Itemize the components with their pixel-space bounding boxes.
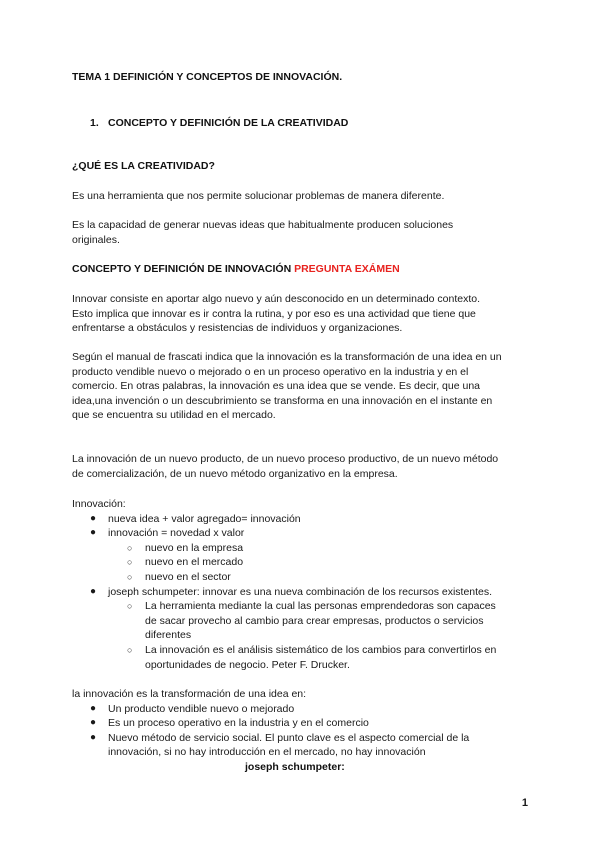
innovacion-list-label: Innovación: (72, 498, 126, 510)
innovacion-p2-line-5: que se encuentra su utilidad en el mercado. (72, 409, 276, 422)
innovacion-p3-line-2: de comercialización, de un nuevo método organizativo en la empresa. (72, 467, 398, 480)
innovacion-p1-line-1: Innovar consiste en aportar algo nuevo y aún desconocido en un determinado contexto. (72, 293, 481, 305)
circle-bullet-icon: ○ (127, 572, 133, 582)
closing-heading: joseph schumpeter: (245, 761, 345, 773)
innovacion-p2-line-2: producto vendible nuevo o mejorado o en un proceso operativo en la industria y en el (72, 365, 469, 378)
bullet-icon: ● (90, 731, 97, 743)
list-item: Es un proceso operativo en la industria y en el comercio (108, 717, 369, 730)
innovacion-p1-line-3: enfrentarse a obstáculos y resistencias de individuos y organizaciones. (72, 322, 403, 335)
innovacion-p2-line-4: idea,una invención o un descubrimiento se transforma en una innovación en el instante en (72, 394, 493, 407)
bullet-icon: ● (90, 585, 97, 597)
sub-list-item-line: diferentes (145, 629, 192, 642)
circle-bullet-icon: ○ (127, 542, 133, 553)
document-title: TEMA 1 DEFINICIÓN Y CONCEPTOS DE INNOVACIÓN. (72, 71, 343, 83)
creatividad-paragraph-2-line-2: originales. (72, 233, 120, 246)
bullet-icon: ● (90, 512, 97, 524)
sub-list-item: nuevo en el sector (145, 571, 231, 583)
sub-list-item-line: de sacar provecho al cambio para crear empresas, productos o servicios (145, 614, 484, 627)
list-item: Un producto vendible nuevo o mejorado (108, 702, 295, 715)
innovacion-heading: CONCEPTO Y DEFINICIÓN DE INNOVACIÓN (72, 263, 292, 275)
bullet-icon: ● (90, 527, 97, 539)
sub-list-item-line: La herramienta mediante la cual las personas emprendedoras son capaces (145, 600, 496, 613)
creatividad-question: ¿QUÉ ES LA CREATIVIDAD? (72, 160, 215, 172)
list-item: innovación = novedad x valor (108, 527, 245, 540)
exam-question-tag: PREGUNTA EXÁMEN (294, 263, 400, 275)
innovacion-heading-row (72, 262, 400, 277)
list-item-line: Nuevo método de servicio social. El punto clave es el aspecto comercial de la (108, 731, 470, 744)
innovacion-p1-line-2: Esto implica que innovar es ir contra la rutina, y por eso es una actividad que tiene que (72, 307, 476, 320)
transformacion-intro: la innovación es la transformación de una idea en: (72, 688, 307, 700)
list-item: nueva idea + valor agregado= innovación (108, 512, 301, 525)
section-number: 1. (90, 117, 99, 129)
innovacion-p3-line-1: La innovación de un nuevo producto, de un nuevo proceso productivo, de un nuevo método (72, 453, 499, 465)
circle-bullet-icon: ○ (127, 645, 133, 655)
creatividad-paragraph-1: Es una herramienta que nos permite solucionar problemas de manera diferente. (72, 190, 445, 202)
sub-list-item: nuevo en la empresa (145, 541, 244, 554)
sub-list-item: nuevo en el mercado (145, 556, 244, 569)
creatividad-paragraph-2-line-1: Es la capacidad de generar nuevas ideas que habitualmente producen soluciones (72, 219, 454, 231)
section-heading: CONCEPTO Y DEFINICIÓN DE LA CREATIVIDAD (108, 117, 349, 129)
innovacion-p2-line-3: comercio. En otras palabras, la innovación es una idea que se vende. Es decir, que una (72, 380, 481, 393)
page-number: 1 (521, 797, 528, 809)
bullet-icon: ● (90, 702, 97, 714)
sub-list-item-line: La innovación es el análisis sistemático de los cambios para convertirlos en (145, 644, 497, 656)
circle-bullet-icon: ○ (127, 601, 133, 612)
innovacion-p2-line-1: Según el manual de frascati indica que la innovación es la transformación de una idea en un (72, 351, 502, 363)
list-item-line: innovación, si no hay introducción en el mercado, no hay innovación (108, 746, 426, 759)
list-item: joseph schumpeter: innovar es una nueva combinación de los recursos existentes. (108, 585, 493, 598)
sub-list-item-line: oportunidades de negocio. Peter F. Drucker. (145, 658, 350, 671)
circle-bullet-icon: ○ (127, 557, 133, 568)
bullet-icon: ● (90, 717, 97, 729)
